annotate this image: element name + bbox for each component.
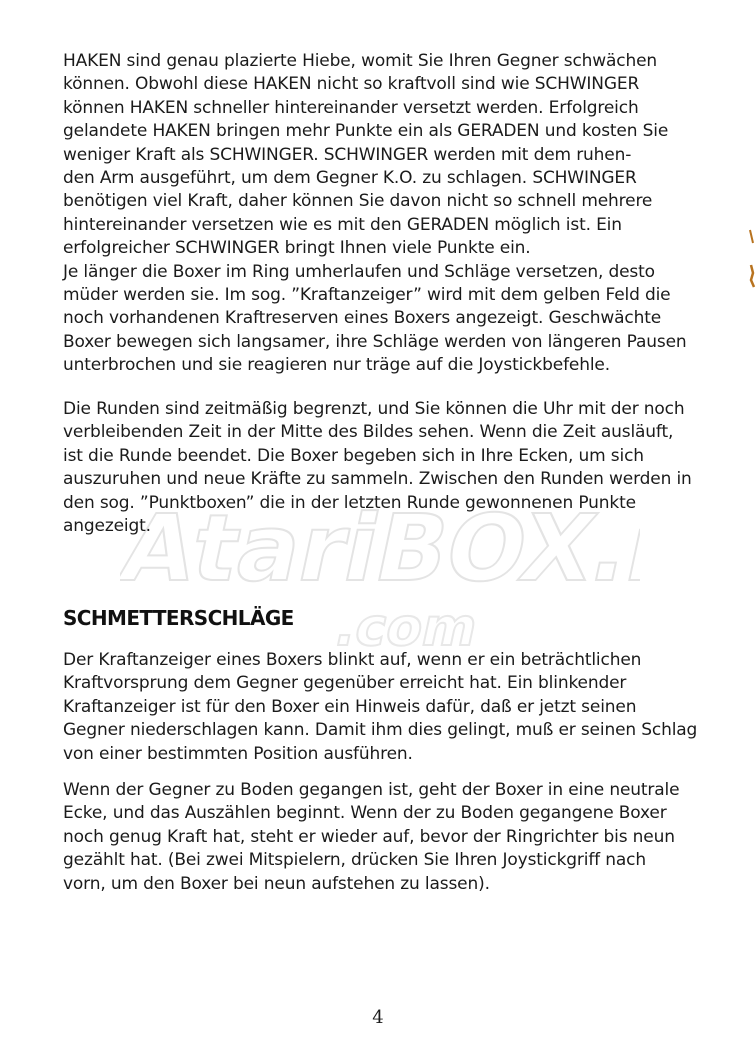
text-line: HAKEN sind genau plazierte Hiebe, womit Sie Ihren Gegner schwächen bbox=[63, 51, 658, 71]
text-line: noch genug Kraft hat, steht er wieder auf, bevor der Ringrichter bis neun bbox=[63, 826, 675, 847]
text-line: den Arm ausgeführt, um dem Gegner K.O. zu schlagen. SCHWINGER bbox=[63, 168, 637, 189]
paragraph-runden bbox=[63, 398, 713, 538]
text-line: Die Runden sind zeitmäßig begrenzt, und Sie können die Uhr mit der noch bbox=[63, 399, 685, 419]
text-line: Wenn der Gegner zu Boden gegangen ist, geht der Boxer in eine neutrale bbox=[63, 780, 680, 800]
watermark-text: AtariBOX.ru bbox=[120, 494, 640, 602]
text-line: gezählt hat. (Bei zwei Mitspielern, drücken Sie Ihren Joystickgriff nach bbox=[63, 850, 646, 871]
text-line: Kraftvorsprung dem Gegner gegenüber erreicht hat. Ein blinkender bbox=[63, 673, 627, 694]
text-line: müder werden sie. Im sog. ”Kraftanzeiger” wird mit dem gelben Feld die bbox=[63, 285, 671, 306]
text-line: noch vorhandenen Kraftreserven eines Boxers angezeigt. Geschwächte bbox=[63, 308, 662, 329]
text-line: den sog. ”Punktboxen” die in der letzten Runde gewonnenen Punkte bbox=[63, 492, 636, 513]
text-line: von einer bestimmten Position ausführen. bbox=[63, 743, 413, 764]
text-line: vorn, um den Boxer bei neun aufstehen zu lassen). bbox=[63, 873, 490, 894]
page-number: 4 bbox=[372, 1007, 384, 1028]
paragraph-haken bbox=[63, 50, 713, 378]
text-line: weniger Kraft als SCHWINGER. SCHWINGER werden mit dem ruhen- bbox=[63, 144, 632, 165]
text-line: hintereinander versetzen wie es mit den GERADEN möglich ist. Ein bbox=[63, 214, 622, 235]
text-line: Der Kraftanzeiger eines Boxers blinkt auf, wenn er ein beträchtlichen bbox=[63, 650, 642, 670]
text-line: gelandete HAKEN bringen mehr Punkte ein als GERADEN und kosten Sie bbox=[63, 121, 669, 142]
text-line: benötigen viel Kraft, daher können Sie davon nicht so schnell mehrere bbox=[63, 191, 653, 212]
text-line: auszuruhen und neue Kräfte zu sammeln. Zwischen den Runden werden in bbox=[63, 469, 692, 490]
text-line: erfolgreicher SCHWINGER bringt Ihnen viele Punkte ein. bbox=[63, 238, 531, 259]
text-line: Kraftanzeiger ist für den Boxer ein Hinweis dafür, daß er jetzt seinen bbox=[63, 696, 637, 717]
section-heading: SCHMETTERSCHLÄGE bbox=[63, 606, 294, 630]
paragraph-kraftanzeiger bbox=[63, 649, 713, 766]
text-line: Boxer bewegen sich langsamer, ihre Schläge werden von längeren Pausen bbox=[63, 331, 687, 352]
text-line: können HAKEN schneller hintereinander versetzt werden. Erfolgreich bbox=[63, 97, 639, 118]
paragraph-auszaehlen bbox=[63, 779, 713, 896]
text-line: verbleibenden Zeit in der Mitte des Bildes sehen. Wenn die Zeit ausläuft, bbox=[63, 422, 674, 443]
text-line: Gegner niederschlagen kann. Damit ihm dies gelingt, muß er seinen Schlag bbox=[63, 720, 698, 741]
watermark-subtext: .com bbox=[330, 597, 484, 658]
text-line: können. Obwohl diese HAKEN nicht so kraftvoll sind wie SCHWINGER bbox=[63, 74, 640, 95]
edge-scan-marks bbox=[746, 225, 756, 295]
text-line: unterbrochen und sie reagieren nur träge auf die Joystickbefehle. bbox=[63, 355, 610, 376]
text-line: ist die Runde beendet. Die Boxer begeben sich in Ihre Ecken, um sich bbox=[63, 445, 644, 466]
text-line: Ecke, und das Auszählen beginnt. Wenn der zu Boden gegangene Boxer bbox=[63, 803, 667, 824]
text-line: Je länger die Boxer im Ring umherlaufen und Schläge versetzen, desto bbox=[63, 261, 655, 282]
text-line: angezeigt. bbox=[63, 516, 151, 537]
